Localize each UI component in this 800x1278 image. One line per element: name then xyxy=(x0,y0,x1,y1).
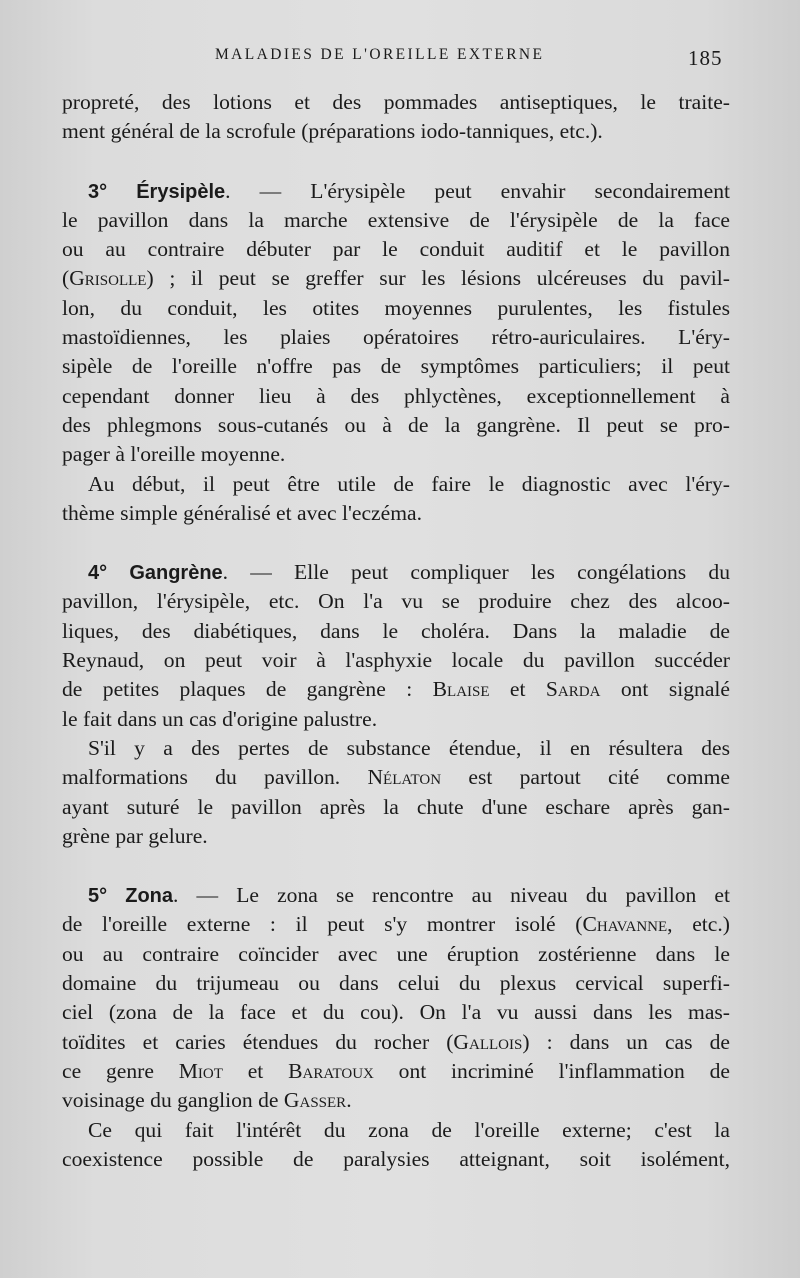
text-line: ayant suturé le pavillon après la chute d'une eschare après gan- xyxy=(62,794,730,819)
author-name: Chavanne xyxy=(582,912,668,937)
text-line: toïdites et caries étendues du rocher (Gallois) : dans un cas de xyxy=(62,1029,730,1054)
text-line: ciel (zona de la face et du cou). On l'a vu aussi dans les mas- xyxy=(62,1000,730,1025)
text-line: grène par gelure. xyxy=(62,823,208,848)
page-number: 185 xyxy=(688,46,723,70)
section-erysipele xyxy=(62,177,730,529)
section-gangrene xyxy=(62,558,730,851)
author-name: Gasser xyxy=(283,1088,347,1113)
text-line: Ce qui fait l'intérêt du zona de l'oreille externe; c'est la xyxy=(88,1117,730,1142)
text-line: ce genre Miot et Baratoux ont incriminé l'inflammation de xyxy=(62,1058,730,1083)
author-name: Miot xyxy=(178,1058,223,1083)
text-line: pager à l'oreille moyenne. xyxy=(62,442,286,467)
section-number: 5° xyxy=(88,885,108,908)
running-title: MALADIES DE L'OREILLE EXTERNE xyxy=(215,46,545,63)
page-body xyxy=(62,88,730,1174)
text-line: cependant donner lieu à des phlyctènes, exceptionnellement à xyxy=(62,383,730,408)
section-heading: Gangrène xyxy=(129,562,223,585)
text-line: 4° Gangrène. — Elle peut compliquer les congélations du xyxy=(88,560,730,585)
paragraph-continued xyxy=(62,88,730,147)
text-line: pavillon, l'érysipèle, etc. On l'a vu se produire chez des alcoo- xyxy=(62,589,730,614)
text-line: coexistence possible de paralysies atteignant, soit isolément, xyxy=(62,1146,730,1171)
text-line: Reynaud, on peut voir à l'asphyxie locale du pavillon succéder xyxy=(62,648,730,673)
author-name: Baratoux xyxy=(288,1058,374,1083)
text-line: de petites plaques de gangrène : Blaise et Sarda ont signalé xyxy=(62,677,730,702)
text-line: Au début, il peut être utile de faire le diagnostic avec l'éry- xyxy=(88,471,730,496)
section-heading: Érysipèle xyxy=(136,180,226,203)
text-line: lon, du conduit, les otites moyennes purulentes, les fistules xyxy=(62,295,730,320)
text-line: voisinage du ganglion de Gasser. xyxy=(62,1088,352,1113)
author-name: Blaise xyxy=(432,677,490,702)
text-line: 3° Érysipèle. — L'érysipèle peut envahir secondairement xyxy=(88,178,730,203)
section-zona xyxy=(62,881,730,1174)
text-line: ment général de la scrofule (préparations iodo-tanniques, etc.). xyxy=(62,119,603,144)
text-line: le fait dans un cas d'origine palustre. xyxy=(62,706,378,731)
text-line: liques, des diabétiques, dans le choléra. Dans la maladie de xyxy=(62,618,730,643)
text-line: domaine du trijumeau ou dans celui du plexus cervical superfi- xyxy=(62,971,730,996)
author-name: Sarda xyxy=(545,677,601,702)
text-line: propreté, des lotions et des pommades antiseptiques, le traite- xyxy=(62,90,730,114)
text-line: de l'oreille externe : il peut s'y montrer isolé (Chavanne, etc.) xyxy=(62,912,730,937)
text-line: thème simple généralisé et avec l'eczéma. xyxy=(62,500,422,525)
text-line: S'il y a des pertes de substance étendue, il en résultera des xyxy=(88,735,730,760)
text-line: ou au contraire débuter par le conduit auditif et le pavillon xyxy=(62,237,730,262)
text-line: malformations du pavillon. Nélaton est partout cité comme xyxy=(62,765,730,790)
text-line: 5° Zona. — Le zona se rencontre au niveau du pavillon et xyxy=(88,883,730,908)
text-line: (Grisolle) ; il peut se greffer sur les lésions ulcéreuses du pavil- xyxy=(62,266,730,291)
text-line: mastoïdiennes, les plaies opératoires rétro-auriculaires. L'éry- xyxy=(62,325,730,350)
page-header xyxy=(0,40,800,76)
author-name: Gallois xyxy=(453,1029,523,1054)
section-heading: Zona xyxy=(125,885,174,908)
text-line: des phlegmons sous-cutanés ou à de la gangrène. Il peut se pro- xyxy=(62,412,730,437)
author-name: Grisolle xyxy=(69,266,147,291)
section-number: 4° xyxy=(88,562,108,585)
text-line: ou au contraire coïncider avec une éruption zostérienne dans le xyxy=(62,941,730,966)
text-line: sipèle de l'oreille n'offre pas de symptômes particuliers; il peut xyxy=(62,354,730,379)
section-number: 3° xyxy=(88,180,108,203)
author-name: Nélaton xyxy=(367,765,442,790)
text-line: le pavillon dans la marche extensive de l'érysipèle de la face xyxy=(62,207,730,232)
